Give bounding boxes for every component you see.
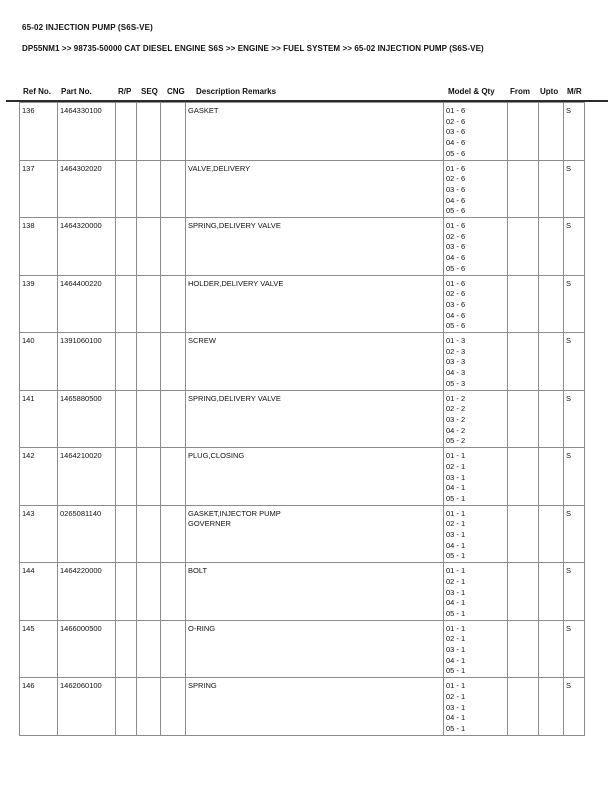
from-cell xyxy=(508,390,539,448)
column-header-cng: CNG xyxy=(167,87,185,96)
from-cell xyxy=(508,275,539,333)
cell-line: 01 - 3 xyxy=(446,336,466,346)
cell-line: HOLDER,DELIVERY VALVE xyxy=(188,278,284,288)
part-no-cell: 1391060100 xyxy=(58,333,116,391)
cng-cell xyxy=(161,390,186,448)
cell-line: 01 - 1 xyxy=(446,508,466,518)
cell-line: SPRING xyxy=(188,681,217,691)
rp-cell xyxy=(116,563,137,621)
cell-line: 01 - 1 xyxy=(446,451,466,461)
from-cell xyxy=(508,218,539,276)
cell-line: 03 - 1 xyxy=(446,587,466,597)
cell-line: 01 - 1 xyxy=(446,623,466,633)
upto-cell xyxy=(539,505,564,563)
cell-line: 05 - 6 xyxy=(446,148,466,158)
cell-line: 04 - 1 xyxy=(446,598,466,608)
part-no-cell: 1464302020 xyxy=(58,160,116,218)
cell-line: 04 - 1 xyxy=(446,483,466,493)
seq-cell xyxy=(137,160,161,218)
from-cell xyxy=(508,160,539,218)
from-cell xyxy=(508,333,539,391)
rp-cell xyxy=(116,620,137,678)
model-qty-cell xyxy=(444,333,508,391)
cng-cell xyxy=(161,620,186,678)
upto-cell xyxy=(539,275,564,333)
mr-cell: S xyxy=(564,333,585,391)
cell-line: 03 - 1 xyxy=(446,472,466,482)
ref-no-cell: 141 xyxy=(20,390,58,448)
seq-cell xyxy=(137,333,161,391)
part-no-cell: 1464400220 xyxy=(58,275,116,333)
description-cell xyxy=(186,505,444,563)
cell-line: 03 - 3 xyxy=(446,357,466,367)
cell-line: 01 - 6 xyxy=(446,106,466,115)
part-no-cell: 1464220000 xyxy=(58,563,116,621)
cell-line: 04 - 6 xyxy=(446,310,466,320)
seq-cell xyxy=(137,505,161,563)
cell-line: 02 - 6 xyxy=(446,116,466,126)
column-header-from: From xyxy=(510,87,530,96)
seq-cell xyxy=(137,275,161,333)
cell-line: 02 - 6 xyxy=(446,231,466,241)
from-cell xyxy=(508,505,539,563)
cell-line: 03 - 6 xyxy=(446,242,466,252)
from-cell xyxy=(508,448,539,506)
table-row xyxy=(20,678,585,736)
upto-cell xyxy=(539,448,564,506)
description-cell xyxy=(186,333,444,391)
from-cell xyxy=(508,563,539,621)
cell-line: 05 - 1 xyxy=(446,723,466,733)
cell-line: 04 - 6 xyxy=(446,138,466,148)
mr-cell: S xyxy=(564,505,585,563)
table-row xyxy=(20,103,585,161)
cell-line: 05 - 1 xyxy=(446,608,466,618)
seq-cell xyxy=(137,390,161,448)
upto-cell xyxy=(539,218,564,276)
column-header-seq: SEQ xyxy=(141,87,158,96)
cell-line: 01 - 2 xyxy=(446,393,466,403)
cell-line: GASKET,INJECTOR PUMP xyxy=(188,508,281,518)
cng-cell xyxy=(161,103,186,161)
cell-line: 01 - 6 xyxy=(446,278,466,288)
ref-no-cell: 144 xyxy=(20,563,58,621)
description-cell xyxy=(186,103,444,161)
column-header-ref-no: Ref No. xyxy=(23,87,51,96)
upto-cell xyxy=(539,620,564,678)
description-cell xyxy=(186,678,444,736)
upto-cell xyxy=(539,563,564,621)
cell-line: 05 - 6 xyxy=(446,321,466,331)
mr-cell: S xyxy=(564,563,585,621)
cell-line: 05 - 3 xyxy=(446,378,466,388)
ref-no-cell: 137 xyxy=(20,160,58,218)
mr-cell: S xyxy=(564,620,585,678)
column-header-upto: Upto xyxy=(540,87,559,96)
table-row xyxy=(20,218,585,276)
column-header-description: Description Remarks xyxy=(196,87,277,96)
upto-cell xyxy=(539,390,564,448)
mr-cell: S xyxy=(564,448,585,506)
cell-line: 04 - 6 xyxy=(446,253,466,263)
cell-line: SCREW xyxy=(188,336,216,346)
ref-no-cell: 140 xyxy=(20,333,58,391)
table-row xyxy=(20,563,585,621)
mr-cell: S xyxy=(564,390,585,448)
part-no-cell: 1465880500 xyxy=(58,390,116,448)
description-cell xyxy=(186,160,444,218)
page-title: 65-02 INJECTION PUMP (S6S-VE) xyxy=(22,23,153,32)
parts-table xyxy=(19,102,585,736)
cell-line: 03 - 2 xyxy=(446,414,466,424)
upto-cell xyxy=(539,678,564,736)
seq-cell xyxy=(137,218,161,276)
cell-line: 04 - 2 xyxy=(446,425,466,435)
parts-table-body xyxy=(20,103,585,736)
cell-line: 04 - 6 xyxy=(446,195,466,205)
cell-line: 01 - 6 xyxy=(446,163,466,173)
cng-cell xyxy=(161,563,186,621)
cng-cell xyxy=(161,448,186,506)
column-header-rp: R/P xyxy=(118,87,132,96)
model-qty-cell xyxy=(444,448,508,506)
rp-cell xyxy=(116,678,137,736)
rp-cell xyxy=(116,103,137,161)
model-qty-cell xyxy=(444,390,508,448)
cng-cell xyxy=(161,678,186,736)
cell-line: 01 - 1 xyxy=(446,566,466,576)
ref-no-cell: 142 xyxy=(20,448,58,506)
cell-line: 05 - 1 xyxy=(446,551,466,561)
upto-cell xyxy=(539,160,564,218)
upto-cell xyxy=(539,333,564,391)
seq-cell xyxy=(137,103,161,161)
cell-line: 03 - 6 xyxy=(446,127,466,137)
cell-line: VALVE,DELIVERY xyxy=(188,163,251,173)
column-header-model-qty: Model & Qty xyxy=(448,87,495,96)
cng-cell xyxy=(161,505,186,563)
part-no-cell: 1464210020 xyxy=(58,448,116,506)
cell-line: 05 - 2 xyxy=(446,436,466,446)
cell-line: PLUG,CLOSING xyxy=(188,451,245,461)
ref-no-cell: 139 xyxy=(20,275,58,333)
model-qty-cell xyxy=(444,275,508,333)
cell-line: 01 - 1 xyxy=(446,681,466,691)
column-header-part-no: Part No. xyxy=(61,87,92,96)
cng-cell xyxy=(161,218,186,276)
cell-line: GOVERNER xyxy=(188,519,231,529)
table-row xyxy=(20,620,585,678)
cell-line: SPRING,DELIVERY VALVE xyxy=(188,393,281,403)
description-cell xyxy=(186,390,444,448)
ref-no-cell: 136 xyxy=(20,103,58,161)
cell-line: 04 - 1 xyxy=(446,540,466,550)
part-no-cell: 1464320000 xyxy=(58,218,116,276)
model-qty-cell xyxy=(444,103,508,161)
description-cell xyxy=(186,563,444,621)
description-cell xyxy=(186,448,444,506)
cell-line: 03 - 1 xyxy=(446,645,466,655)
cell-line: 03 - 6 xyxy=(446,299,466,309)
from-cell xyxy=(508,103,539,161)
mr-cell: S xyxy=(564,275,585,333)
rp-cell xyxy=(116,448,137,506)
rp-cell xyxy=(116,275,137,333)
part-no-cell: 0265081140 xyxy=(58,505,116,563)
cell-line: 02 - 2 xyxy=(446,404,466,414)
upto-cell xyxy=(539,103,564,161)
model-qty-cell xyxy=(444,620,508,678)
cell-line: O-RING xyxy=(188,623,216,633)
cell-line: 02 - 6 xyxy=(446,174,466,184)
cell-line: 05 - 1 xyxy=(446,493,466,503)
cell-line: 05 - 6 xyxy=(446,206,466,216)
model-qty-cell xyxy=(444,160,508,218)
table-header-row xyxy=(19,87,584,96)
cell-line: 02 - 1 xyxy=(446,576,466,586)
mr-cell: S xyxy=(564,218,585,276)
table-row xyxy=(20,160,585,218)
from-cell xyxy=(508,620,539,678)
part-no-cell: 1466000500 xyxy=(58,620,116,678)
rp-cell xyxy=(116,333,137,391)
cell-line: 02 - 1 xyxy=(446,691,466,701)
cell-line: 01 - 6 xyxy=(446,221,466,231)
cell-line: 02 - 1 xyxy=(446,634,466,644)
ref-no-cell: 146 xyxy=(20,678,58,736)
seq-cell xyxy=(137,620,161,678)
seq-cell xyxy=(137,678,161,736)
cell-line: 03 - 6 xyxy=(446,184,466,194)
cell-line: GASKET xyxy=(188,106,219,115)
cell-line: BOLT xyxy=(188,566,208,576)
rp-cell xyxy=(116,218,137,276)
cell-line: 02 - 1 xyxy=(446,461,466,471)
cell-line: 02 - 6 xyxy=(446,289,466,299)
table-row xyxy=(20,505,585,563)
from-cell xyxy=(508,678,539,736)
table-row xyxy=(20,448,585,506)
mr-cell: S xyxy=(564,678,585,736)
model-qty-cell xyxy=(444,678,508,736)
cell-line: 05 - 6 xyxy=(446,263,466,273)
cng-cell xyxy=(161,160,186,218)
cell-line: 02 - 1 xyxy=(446,519,466,529)
cell-line: SPRING,DELIVERY VALVE xyxy=(188,221,281,231)
seq-cell xyxy=(137,448,161,506)
cell-line: 04 - 3 xyxy=(446,368,466,378)
table-row xyxy=(20,333,585,391)
part-no-cell: 1464330100 xyxy=(58,103,116,161)
cell-line: 03 - 1 xyxy=(446,702,466,712)
ref-no-cell: 143 xyxy=(20,505,58,563)
cell-line: 02 - 3 xyxy=(446,346,466,356)
ref-no-cell: 138 xyxy=(20,218,58,276)
cell-line: 05 - 1 xyxy=(446,666,466,676)
seq-cell xyxy=(137,563,161,621)
table-row xyxy=(20,275,585,333)
part-no-cell: 1462060100 xyxy=(58,678,116,736)
description-cell xyxy=(186,218,444,276)
cng-cell xyxy=(161,275,186,333)
description-cell xyxy=(186,275,444,333)
rp-cell xyxy=(116,390,137,448)
rp-cell xyxy=(116,505,137,563)
mr-cell: S xyxy=(564,160,585,218)
description-cell xyxy=(186,620,444,678)
cell-line: 03 - 1 xyxy=(446,530,466,540)
breadcrumb: DP55NM1 >> 98735-50000 CAT DIESEL ENGINE S6S >> ENGINE >> FUEL SYSTEM >> 65-02 INJECTION PUMP (S6S-VE) xyxy=(22,44,484,53)
model-qty-cell xyxy=(444,505,508,563)
cng-cell xyxy=(161,333,186,391)
ref-no-cell: 145 xyxy=(20,620,58,678)
rp-cell xyxy=(116,160,137,218)
column-header-mr: M/R xyxy=(567,87,582,96)
mr-cell: S xyxy=(564,103,585,161)
model-qty-cell xyxy=(444,563,508,621)
model-qty-cell xyxy=(444,218,508,276)
cell-line: 04 - 1 xyxy=(446,655,466,665)
table-row xyxy=(20,390,585,448)
cell-line: 04 - 1 xyxy=(446,713,466,723)
